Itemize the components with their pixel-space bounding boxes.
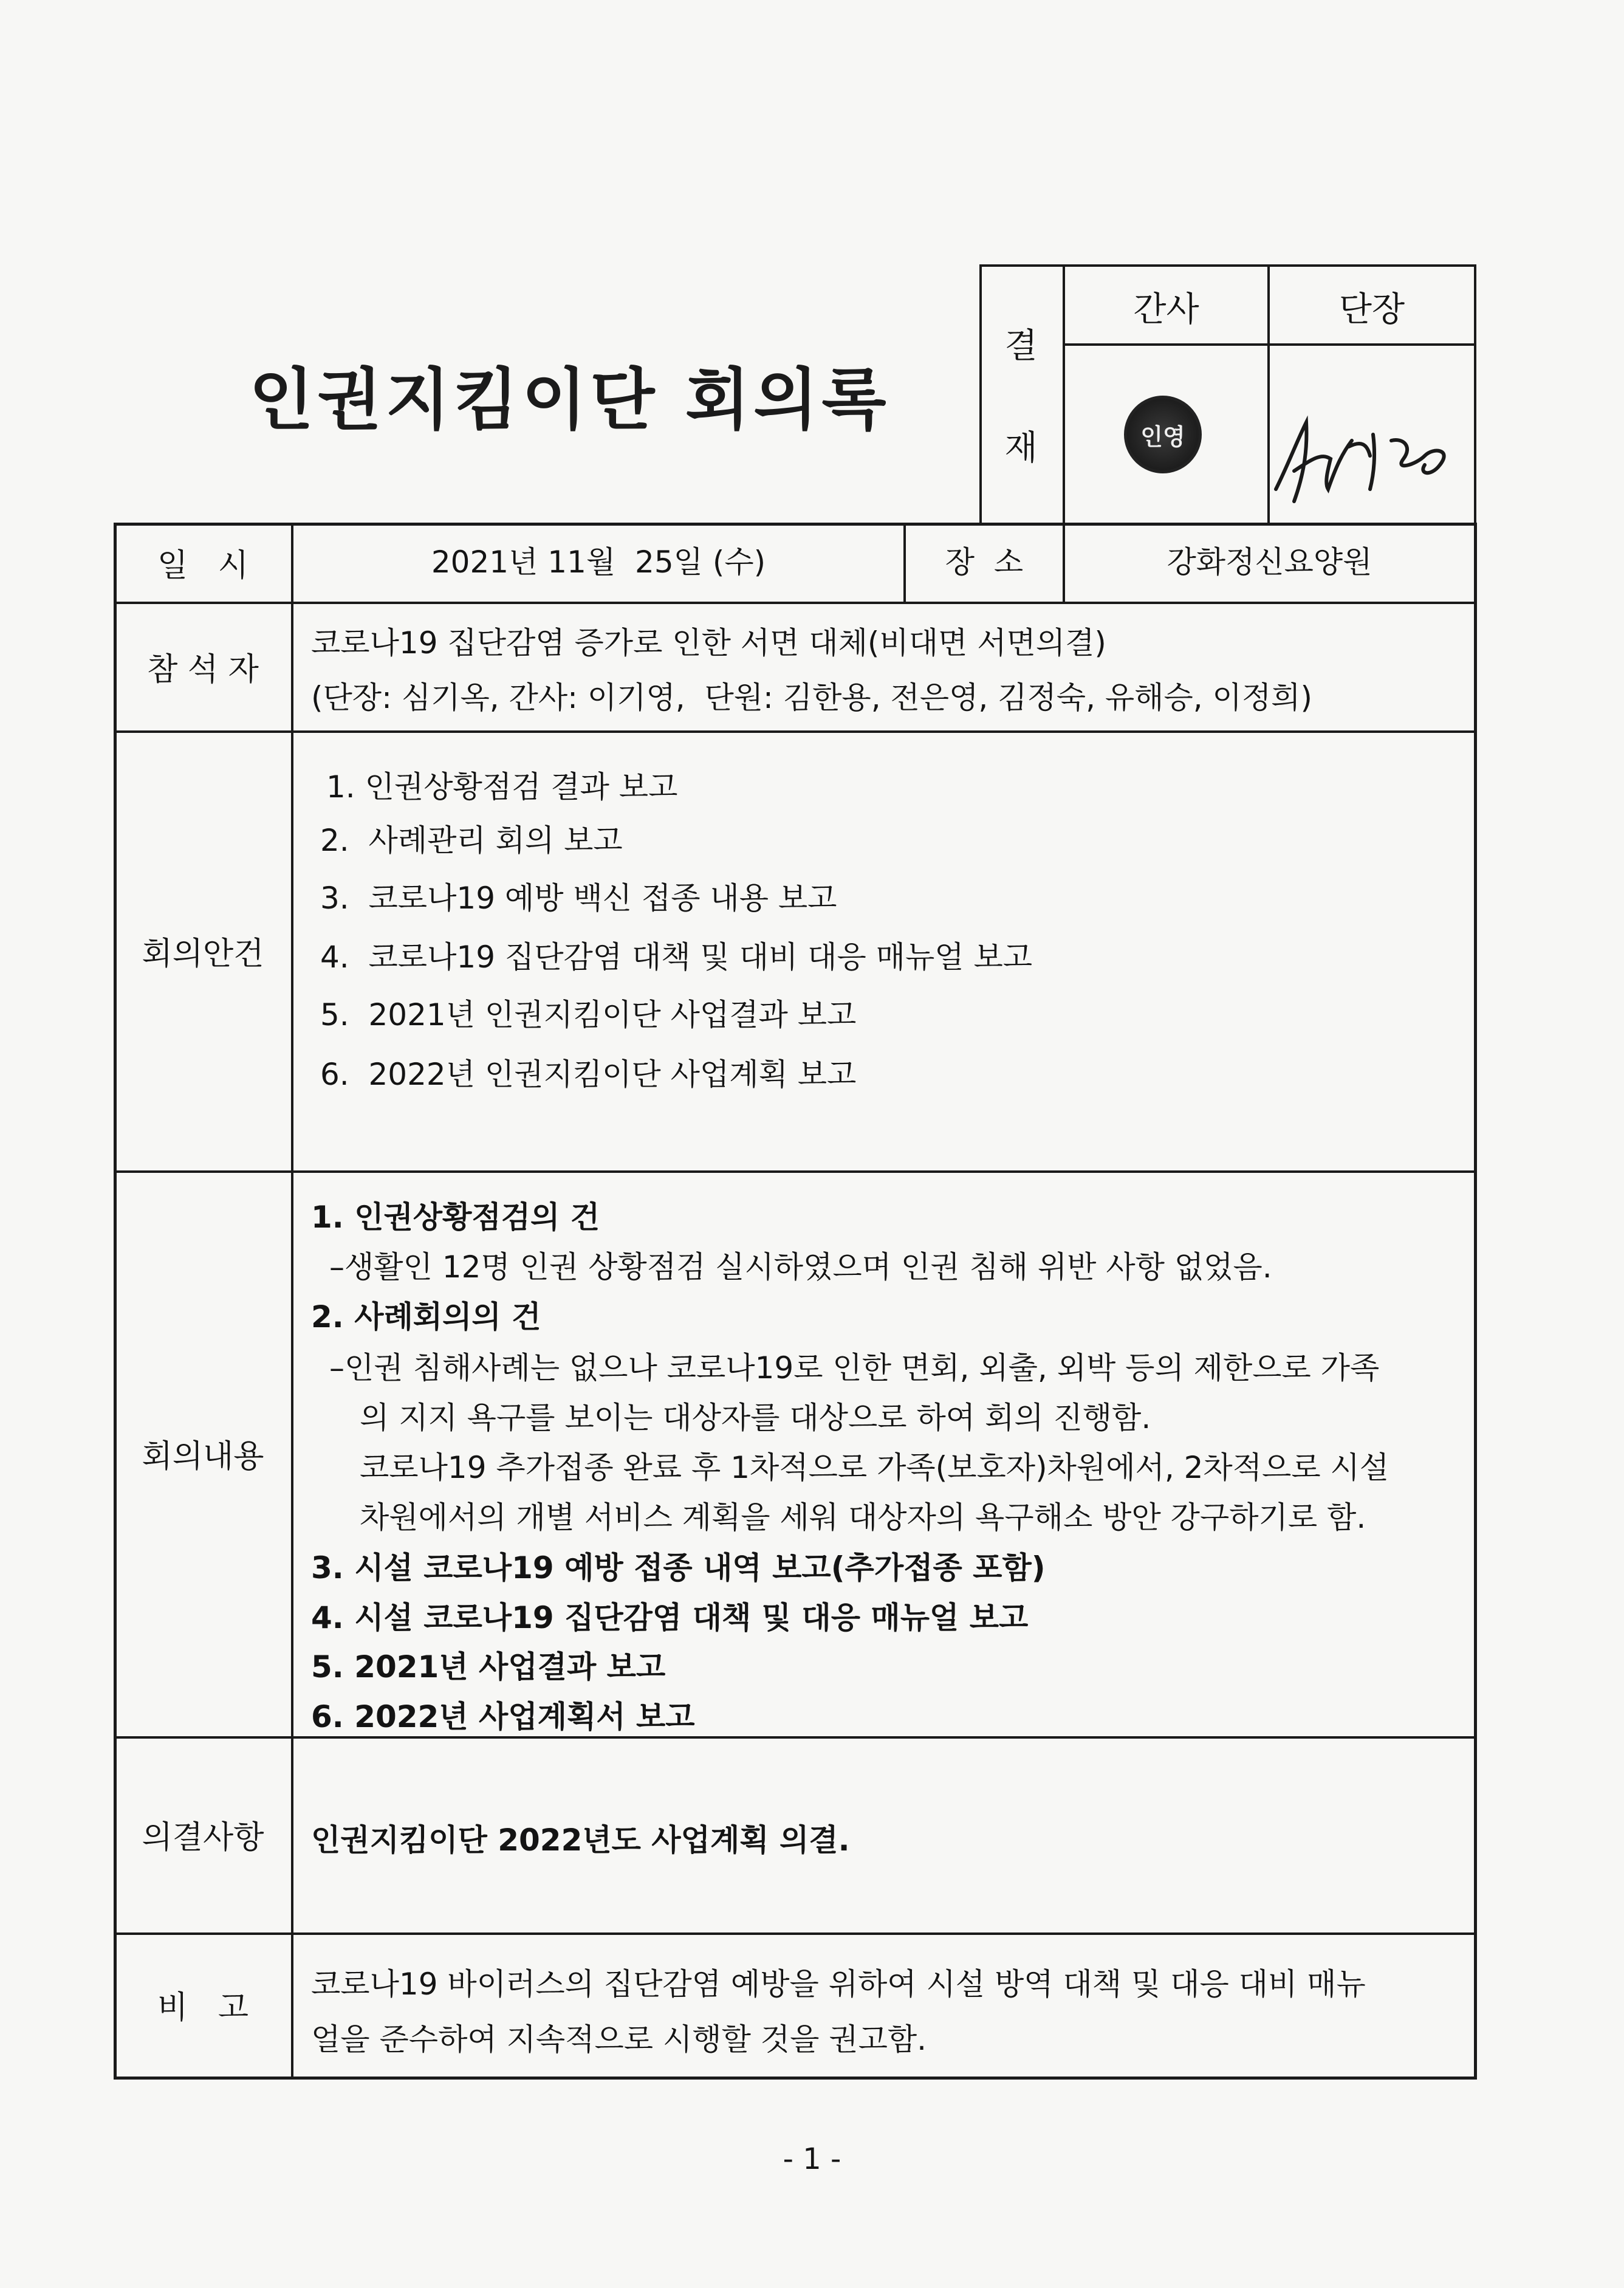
place-value: 강화정신요양원	[1167, 545, 1372, 580]
content-line-5: 의 지지 욕구를 보이는 대상자를 대상으로 하여 회의 진행함.	[360, 1400, 1151, 1435]
content-line-10: 5. 2021년 사업결과 보고	[311, 1649, 666, 1685]
place-label: 장 소	[945, 545, 1024, 580]
approval-side-label-1: 결	[1004, 326, 1038, 366]
approval-col-head-label: 단장	[1338, 290, 1405, 329]
approval-side-label-2: 재	[1004, 428, 1038, 468]
note-line-1: 코로나19 바이러스의 집단감염 예방을 위하여 시설 방역 대책 및 대응 대비 매뉴	[311, 1967, 1366, 2002]
content-line-4: –인권 침해사례는 없으나 코로나19로 인한 면회, 외출, 외박 등의 제한으로 가족	[329, 1350, 1380, 1386]
page-title: 인권지킴이단 회의록	[249, 361, 890, 439]
approval-seal	[1124, 396, 1202, 473]
attendees-line-1: 코로나19 집단감염 증가로 인한 서면 대체(비대면 서면의결)	[311, 625, 1106, 661]
content-line-1: 1. 인권상황점검의 건	[311, 1200, 600, 1235]
content-line-6: 코로나19 추가접종 완료 후 1차적으로 가족(보호자)차원에서, 2차적으로 시설	[360, 1450, 1389, 1485]
attendees-line-2: (단장: 심기옥, 간사: 이기영, 단원: 김한용, 전은영, 김정숙, 유해승, 이정희)	[311, 680, 1312, 715]
note-line-2: 얼을 준수하여 지속적으로 시행할 것을 권고함.	[311, 2022, 927, 2057]
date-label: 일 시	[157, 547, 249, 584]
content-line-3: 2. 사례회의의 건	[311, 1299, 541, 1335]
note-label: 비 고	[157, 1990, 249, 2026]
date-value: 2021년 11월 25일 (수)	[431, 545, 766, 580]
content-line-9: 4. 시설 코로나19 집단감염 대책 및 대응 매뉴얼 보고	[311, 1600, 1029, 1635]
decision-value: 인권지킴이단 2022년도 사업계획 의결.	[311, 1822, 850, 1858]
attendees-label: 참 석 자	[147, 651, 259, 688]
content-line-2: –생활인 12명 인권 상황점검 실시하였으며 인권 침해 위반 사항 없었음.	[329, 1249, 1272, 1285]
content-line-11: 6. 2022년 사업계획서 보고	[311, 1699, 695, 1734]
content-label: 회의내용	[142, 1438, 264, 1475]
decision-label: 의결사항	[142, 1819, 264, 1856]
agenda-item-4: 4. 코로나19 집단감염 대책 및 대비 대응 매뉴얼 보고	[320, 940, 1033, 975]
page-number: - 1 -	[783, 2142, 841, 2176]
content-line-8: 3. 시설 코로나19 예방 접종 내역 보고(추가접종 포함)	[311, 1550, 1046, 1585]
approval-col-staff-label: 간사	[1133, 290, 1199, 329]
minutes-table	[114, 523, 1477, 2080]
signature-image	[1270, 398, 1464, 520]
seal-text: 인영	[1140, 423, 1185, 450]
content-line-7: 차원에서의 개별 서비스 계획을 세워 대상자의 욕구해소 방안 강구하기로 함.	[360, 1500, 1366, 1535]
approval-box	[979, 264, 1476, 524]
agenda-item-5: 5. 2021년 인권지킴이단 사업결과 보고	[320, 997, 857, 1032]
agenda-label: 회의안건	[142, 935, 264, 972]
agenda-item-3: 3. 코로나19 예방 백신 접종 내용 보고	[320, 881, 837, 916]
agenda-item-6: 6. 2022년 인권지킴이단 사업계획 보고	[320, 1057, 857, 1092]
agenda-item-2: 2. 사례관리 회의 보고	[320, 823, 623, 858]
agenda-item-1: 1. 인권상황점검 결과 보고	[326, 769, 678, 805]
